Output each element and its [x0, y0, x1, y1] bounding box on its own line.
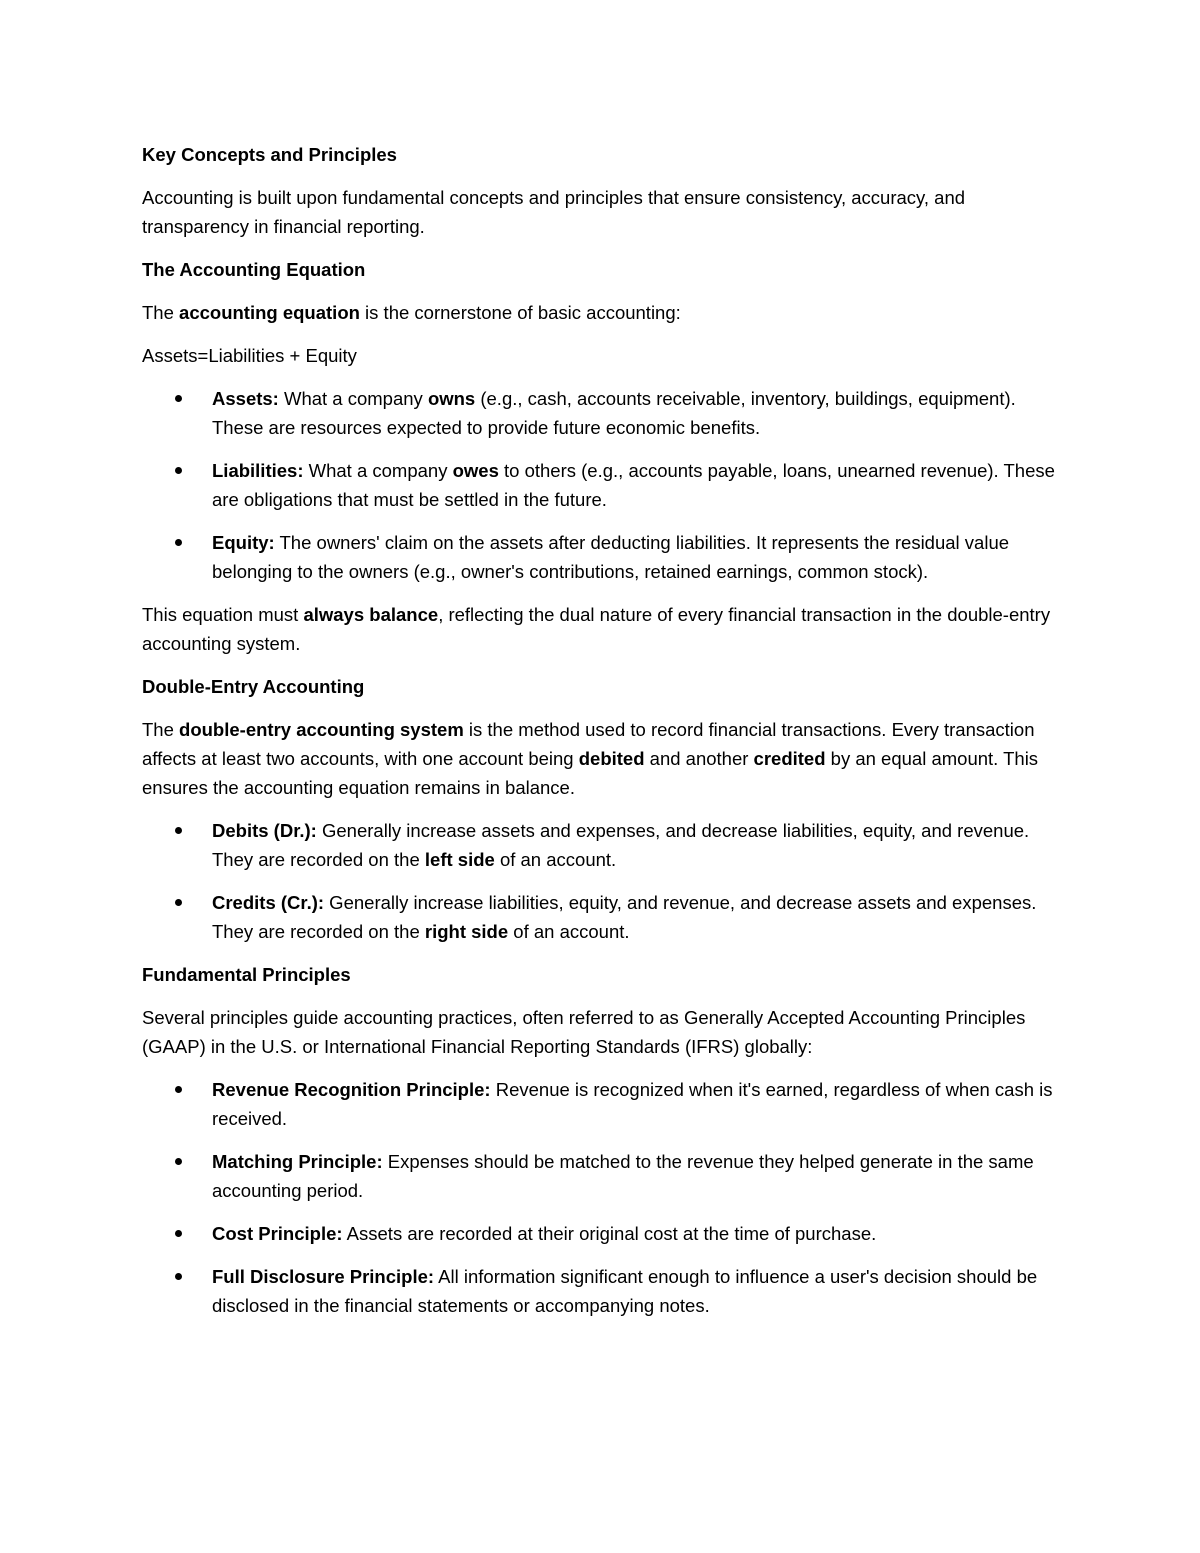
- text-run: What a company: [303, 460, 453, 481]
- double-entry-heading: Double-Entry Accounting: [142, 676, 365, 697]
- text-run: Assets are recorded at their original cost at the time of purchase.: [342, 1223, 877, 1244]
- list-item-debits: [142, 816, 1062, 874]
- document-title: Key Concepts and Principles: [142, 144, 397, 165]
- text-run: Revenue is recognized when it's earned, regardless of when cash is received.: [212, 1079, 1053, 1129]
- accounting-equation-intro: [142, 298, 1062, 327]
- bullet-icon: [175, 467, 182, 474]
- text-run: and another: [644, 748, 754, 769]
- bullet-icon: [175, 395, 182, 402]
- fundamental-principles-intro: Several principles guide accounting practices, often referred to as Generally Accepted Accounting Principles (GAAP) in the U.S. or International Financial Reporting Standards (IFRS) globally:: [142, 1007, 1026, 1057]
- list-item-liabilities: [142, 456, 1062, 514]
- bullet-icon: [175, 1086, 182, 1093]
- bold-run: double-entry accounting system: [179, 719, 464, 740]
- list-item-full-disclosure: [142, 1262, 1062, 1320]
- bold-term: Assets:: [212, 388, 279, 409]
- bullet-icon: [175, 899, 182, 906]
- list-item-equity: [142, 528, 1062, 586]
- bold-term: Liabilities:: [212, 460, 304, 481]
- text-run: (e.g., cash, accounts receivable, inventory, buildings, equipment). These are resources expected to provide future economic benefits.: [212, 388, 1016, 438]
- text-run: of an account.: [494, 849, 617, 870]
- list-item-credits: [142, 888, 1062, 946]
- equation-closing-paragraph: [142, 600, 1062, 658]
- list-item-assets: [142, 384, 1062, 442]
- equation-components-list: [142, 384, 1062, 586]
- text-run: The owners' claim on the assets after deducting liabilities. It represents the residual value belonging to the owners (e.g., owner's contributions, retained earnings, common stock).: [212, 532, 1010, 582]
- bold-run: left side: [424, 849, 495, 870]
- bold-run: credited: [753, 748, 826, 769]
- text-run: The: [142, 302, 180, 323]
- equation-formula: Assets=Liabilities + Equity: [142, 345, 357, 366]
- text-run: is the method used to record financial transactions. Every transaction affects at least two accounts, with one account being: [142, 719, 1035, 769]
- bullet-icon: [175, 1230, 182, 1237]
- bold-term: Debits (Dr.):: [212, 820, 317, 841]
- text-run: All information significant enough to influence a user's decision should be disclosed in the financial statements or accompanying notes.: [212, 1266, 1038, 1316]
- bold-term: Matching Principle:: [212, 1151, 383, 1172]
- text-run: This equation must: [142, 604, 304, 625]
- bold-run: debited: [578, 748, 645, 769]
- debits-credits-list: [142, 816, 1062, 946]
- list-item-cost: [142, 1219, 1062, 1248]
- text-run: , reflecting the dual nature of every financial transaction in the double-entry accounting system.: [142, 604, 1051, 654]
- text-run: by an equal amount. This ensures the accounting equation remains in balance.: [142, 748, 1039, 798]
- text-run: Generally increase assets and expenses, and decrease liabilities, equity, and revenue. They are recorded on the: [212, 820, 1030, 870]
- bullet-icon: [175, 827, 182, 834]
- text-run: is the cornerstone of basic accounting:: [359, 302, 681, 323]
- text-run: What a company: [278, 388, 428, 409]
- bold-run: owns: [427, 388, 476, 409]
- accounting-equation-heading: The Accounting Equation: [142, 259, 366, 280]
- bold-term: Equity:: [212, 532, 275, 553]
- bullet-icon: [175, 539, 182, 546]
- text-run: The: [142, 719, 180, 740]
- bold-term: Revenue Recognition Principle:: [212, 1079, 491, 1100]
- text-run: of an account.: [508, 921, 630, 942]
- bold-term: Cost Principle:: [212, 1223, 343, 1244]
- principles-list: [142, 1075, 1062, 1320]
- text-run: Generally increase liabilities, equity, and revenue, and decrease assets and expenses. They are recorded on the: [212, 892, 1037, 942]
- bold-run: accounting equation: [179, 302, 360, 323]
- bold-term: Full Disclosure Principle:: [212, 1266, 435, 1287]
- bold-run: right side: [424, 921, 509, 942]
- list-item-matching: [142, 1147, 1062, 1205]
- bullet-icon: [175, 1158, 182, 1165]
- document-page: [142, 140, 1062, 1334]
- intro-paragraph: Accounting is built upon fundamental concepts and principles that ensure consistency, accuracy, and transparency in financial reporting.: [142, 187, 966, 237]
- bold-term: Credits (Cr.):: [212, 892, 325, 913]
- double-entry-paragraph: [142, 715, 1062, 802]
- list-item-revenue-recognition: [142, 1075, 1062, 1133]
- text-run: Expenses should be matched to the revenue they helped generate in the same accounting period.: [212, 1151, 1034, 1201]
- text-run: to others (e.g., accounts payable, loans, unearned revenue). These are obligations that must be settled in the future.: [212, 460, 1055, 510]
- bold-run: always balance: [303, 604, 439, 625]
- fundamental-principles-heading: Fundamental Principles: [142, 964, 351, 985]
- bold-run: owes: [452, 460, 499, 481]
- bullet-icon: [175, 1273, 182, 1280]
